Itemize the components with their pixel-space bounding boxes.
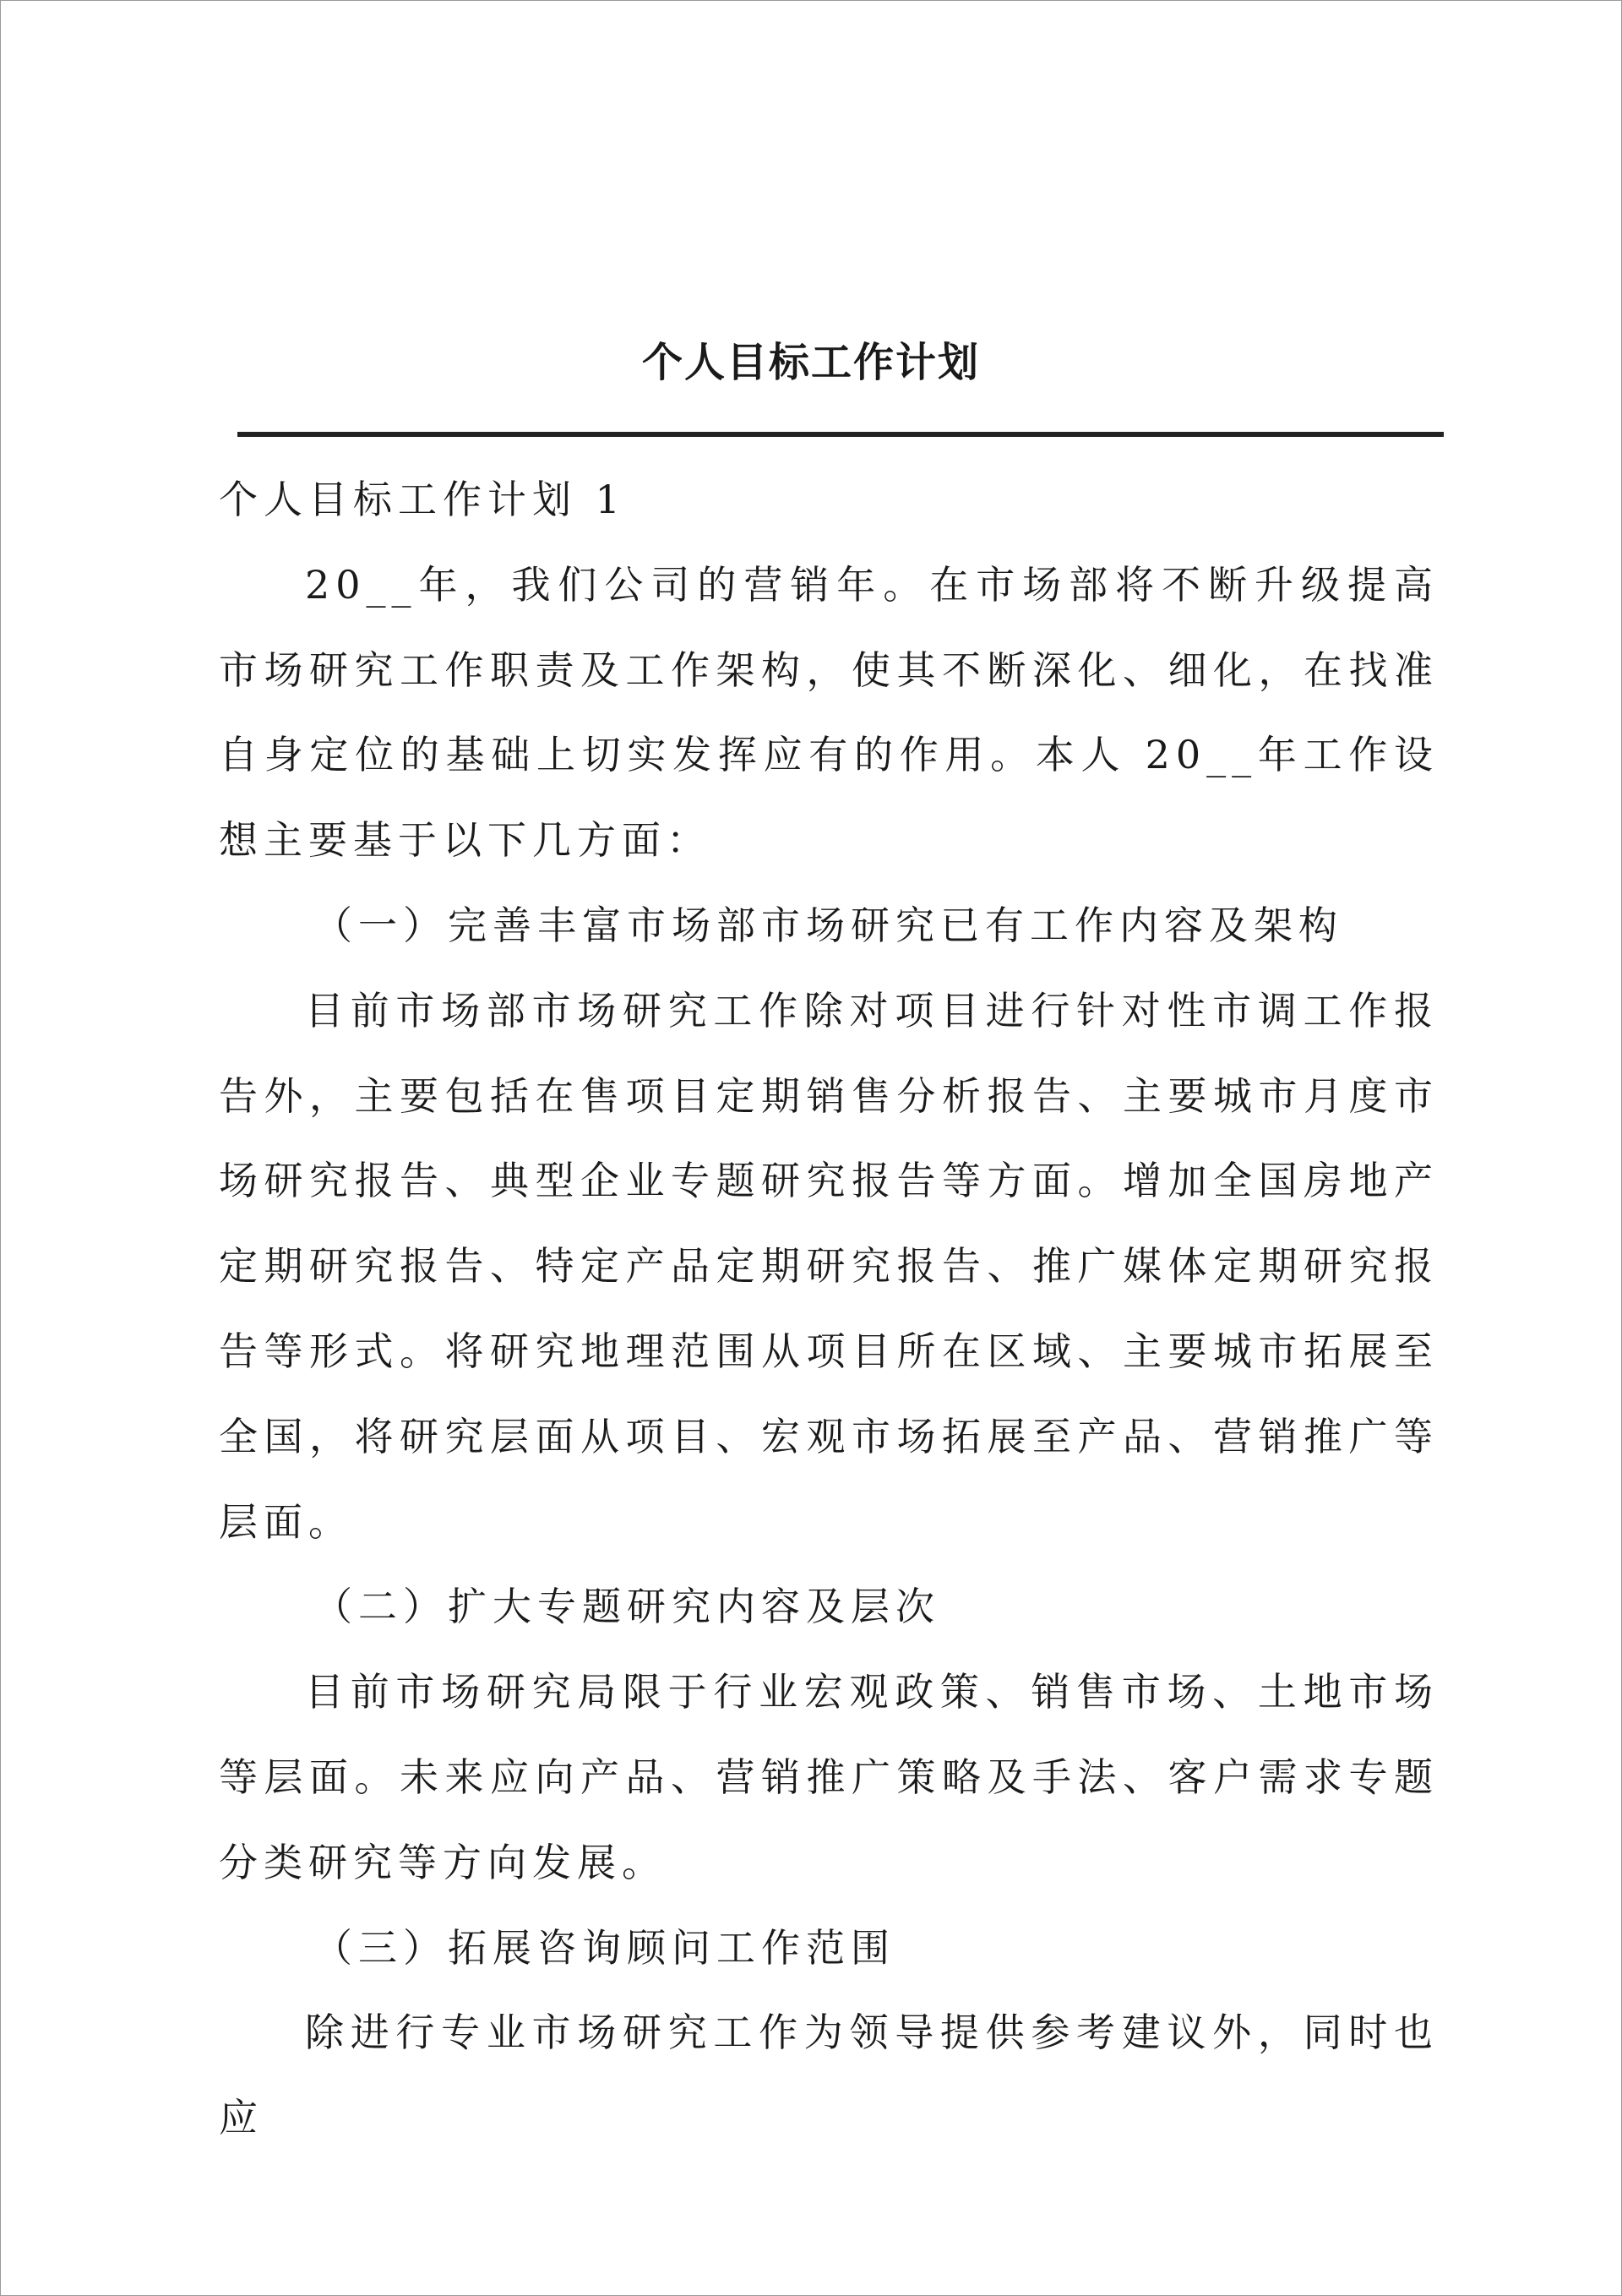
document-title: 个人目标工作计划 [641,339,980,386]
paragraph-1: 目前市场部市场研究工作除对项目进行针对性市调工作报告外，主要包括在售项目定期销售分析报告、主要城市月度市场研究报告、典型企业专题研究报告等方面。增加全国房地产定期研究报告、特定产品定期研究报告、推广媒体定期研究报告等形式。将研究地理范围从项目所在区域、主要城市拓展至全国，将研究层面从项目、宏观市场拓展至产品、营销推广等层面。 [219,987,1439,1545]
paragraph-intro: 20__年，我们公司的营销年。在市场部将不断升级提高市场研究工作职责及工作架构，使其不断深化、细化，在找准自身定位的基础上切实发挥应有的作用。本人 20__年工作设想主要基于以下几方面： [219,561,1439,864]
title-divider [237,432,1444,437]
section-heading: 个人目标工作计划 1 [219,477,626,522]
subheading-1: （一）完善丰富市场部市场研究已有工作内容及架构 [313,902,1343,948]
document-body [219,457,1439,2161]
paragraph-3: 除进行专业市场研究工作为领导提供参考建议外，同时也应 [219,2010,1439,2141]
paragraph-2: 目前市场研究局限于行业宏观政策、销售市场、土地市场等层面。未来应向产品、营销推广策略及手法、客户需求专题分类研究等方向发展。 [219,1669,1439,1885]
subheading-3: （三）拓展咨询顾问工作范围 [313,1924,895,1971]
subheading-2: （二）扩大专题研究内容及层次 [313,1584,940,1630]
